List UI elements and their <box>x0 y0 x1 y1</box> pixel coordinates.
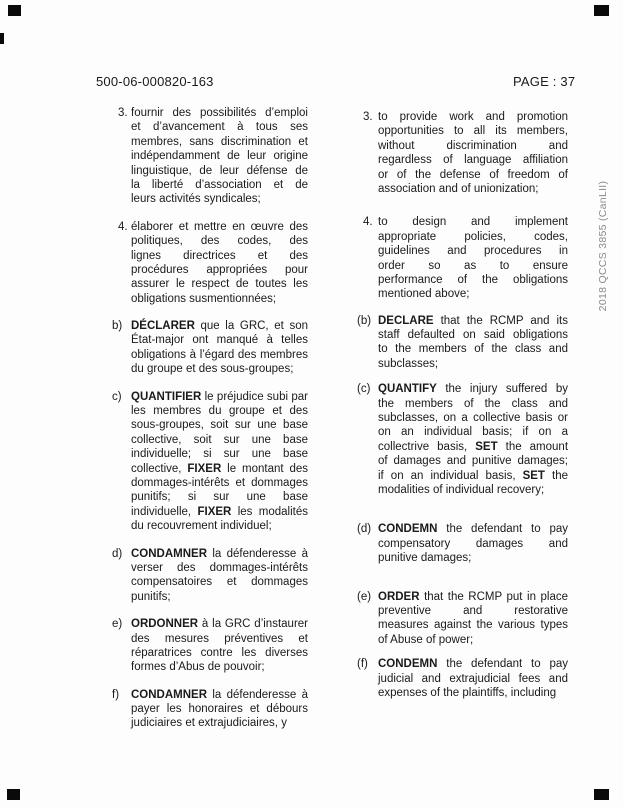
text-line: of Abuse of power; <box>378 633 474 646</box>
text-line: to the members of the class and <box>378 343 568 356</box>
item-label: (c) <box>357 383 371 396</box>
order-item-d <box>357 522 568 565</box>
text-line: order so as to ensure <box>378 259 568 272</box>
text-line: preventive and restorative <box>378 604 568 617</box>
order-item-f <box>357 657 568 700</box>
order-item-3 <box>112 106 308 207</box>
text-line: ORDONNER à la GRC d’instaurer <box>131 618 308 631</box>
text-line: subclasses; <box>378 357 439 370</box>
text-line: to design and implement <box>378 216 568 229</box>
text-line: lignes directrices et des <box>131 249 308 262</box>
text-line: des mesures préventives et <box>131 632 308 645</box>
order-item-c <box>357 382 568 497</box>
order-item-f <box>112 688 308 731</box>
text-line: expenses of the plaintiffs, including <box>378 686 557 699</box>
page-number: PAGE : 37 <box>513 74 576 89</box>
text-line: collectrive basis, SET the amount <box>378 440 569 453</box>
text-line: judicial and extrajudicial fees and <box>378 672 568 685</box>
order-item-b <box>112 319 308 377</box>
text-line: performance of the obligations <box>378 273 568 286</box>
text-line: individuelle; si sur une base <box>131 448 308 461</box>
scan-mark-top-left <box>8 5 21 16</box>
text-line: punitifs; si sur une base <box>131 491 308 504</box>
scan-mark-bottom-right <box>594 789 609 800</box>
scan-mark-top-right <box>594 5 609 16</box>
text-line: regardless of language affiliation <box>378 154 568 167</box>
order-item-e <box>357 590 568 648</box>
order-item-4 <box>357 215 568 301</box>
text-line: subclasses, on a collective basis or <box>378 412 568 425</box>
text-line: punitive damages; <box>378 552 472 565</box>
text-line: assurer le respect de toutes les <box>131 278 308 291</box>
text-line: the members of the class and <box>378 397 568 410</box>
text-line: la liberté d’association et de <box>131 178 308 191</box>
text-line: DECLARE that the RCMP and its <box>378 314 568 327</box>
scan-mark-bottom-left <box>7 789 20 800</box>
text-line: réparatrices contre les diverses <box>131 646 308 659</box>
order-item-3 <box>357 110 568 196</box>
text-line: payer les honoraires et débours <box>131 703 308 716</box>
text-line: mentioned above; <box>378 288 470 301</box>
french-column <box>112 106 308 744</box>
text-line: on an individual basis; if on a <box>378 426 568 439</box>
order-item-b <box>357 314 568 372</box>
text-line: obligations susmentionnées; <box>131 292 277 305</box>
text-line: fournir des possibilités d’emploi <box>131 107 308 119</box>
text-line: politiques, des codes, des <box>131 235 308 248</box>
case-number: 500-06-000820-163 <box>96 74 214 89</box>
text-line: guidelines and procedures in <box>378 245 568 258</box>
text-line: et d’avancement à tous ses <box>131 121 308 134</box>
text-line: obligations à l’égard des membres <box>131 348 308 361</box>
text-line: DÉCLARER que la GRC, et son <box>131 320 308 333</box>
text-line: CONDEMN the defendant to pay <box>378 523 568 536</box>
text-line: without discrimination and <box>378 139 568 152</box>
text-line: CONDAMNER la défenderesse à <box>131 688 308 701</box>
item-label: b) <box>112 320 123 333</box>
text-line: to provide work and promotion <box>378 111 568 123</box>
text-line: du recouvrement individuel; <box>131 520 272 533</box>
text-line: dommages-intérêts et dommages <box>131 476 308 489</box>
text-line: individuelle, FIXER les modalités <box>131 505 308 518</box>
text-line: appropriate policies, codes, <box>378 230 568 243</box>
item-label: 4. <box>363 216 373 229</box>
item-label: 4. <box>118 220 128 233</box>
text-line: ORDER that the RCMP put in place <box>378 590 568 603</box>
text-line: of damages and punitive damages; <box>378 455 568 468</box>
item-label: e) <box>112 618 123 631</box>
order-item-e <box>112 617 308 675</box>
text-line: linguistique, de leur défense de <box>131 164 308 177</box>
text-line: modalities of individual recovery; <box>378 483 545 496</box>
text-line: élaborer et mettre en œuvre des <box>131 220 308 233</box>
scan-mark-left-edge <box>0 33 4 44</box>
text-line: verser des dommages-intérêts <box>131 561 308 574</box>
text-line: punitifs; <box>131 590 171 603</box>
text-line: sous-groupes, soit sur une base <box>131 419 308 432</box>
text-line: CONDAMNER la défenderesse à <box>131 547 308 560</box>
text-line: compensatoires et dommages <box>131 576 308 589</box>
text-line: collective, soit sur une base <box>131 433 308 446</box>
text-line: procédures appropriées pour <box>131 263 308 276</box>
item-label: c) <box>112 390 122 403</box>
text-line: opportunities to all its members, <box>378 125 568 138</box>
text-line: association and of unionization; <box>378 182 539 195</box>
english-column <box>357 110 568 712</box>
text-line: or of the defense of freedom of <box>378 168 568 181</box>
text-line: if on an individual basis, SET the <box>378 469 568 482</box>
order-item-d <box>112 547 308 605</box>
text-line: judiciaires et extrajudiciaires, y <box>131 717 287 730</box>
text-line: staff defaulted on said obligations <box>378 329 568 342</box>
item-label: d) <box>112 547 123 560</box>
text-line: membres, sans discrimination et <box>131 135 308 148</box>
order-item-4 <box>112 220 308 306</box>
text-line: formes d’Abus de pouvoir; <box>131 661 265 674</box>
text-line: compensatory damages and <box>378 537 568 550</box>
text-line: du groupe et des sous-groupes; <box>131 363 294 376</box>
canlii-citation-watermark: 2018 QCCS 3855 (CanLII) <box>597 180 609 312</box>
text-line: QUANTIFIER le préjudice subi par <box>131 390 308 403</box>
item-label: (b) <box>357 314 372 327</box>
text-line: collective, FIXER le montant des <box>131 462 308 475</box>
item-label: (e) <box>357 590 372 603</box>
text-line: les membres du groupe et des <box>131 405 308 418</box>
text-line: indépendamment de leur origine <box>131 150 308 163</box>
text-line: leurs activités syndicales; <box>131 193 261 206</box>
text-line: measures against the various types <box>378 619 568 632</box>
text-line: QUANTIFY the injury suffered by <box>378 383 568 396</box>
order-item-c <box>112 390 308 534</box>
item-label: 3. <box>118 107 128 119</box>
item-label: 3. <box>363 111 373 123</box>
item-label: (f) <box>357 658 368 671</box>
text-line: État-major ont manqué à telles <box>131 334 308 347</box>
text-line: CONDEMN the defendant to pay <box>378 658 568 671</box>
item-label: f) <box>112 688 120 701</box>
item-label: (d) <box>357 523 372 536</box>
